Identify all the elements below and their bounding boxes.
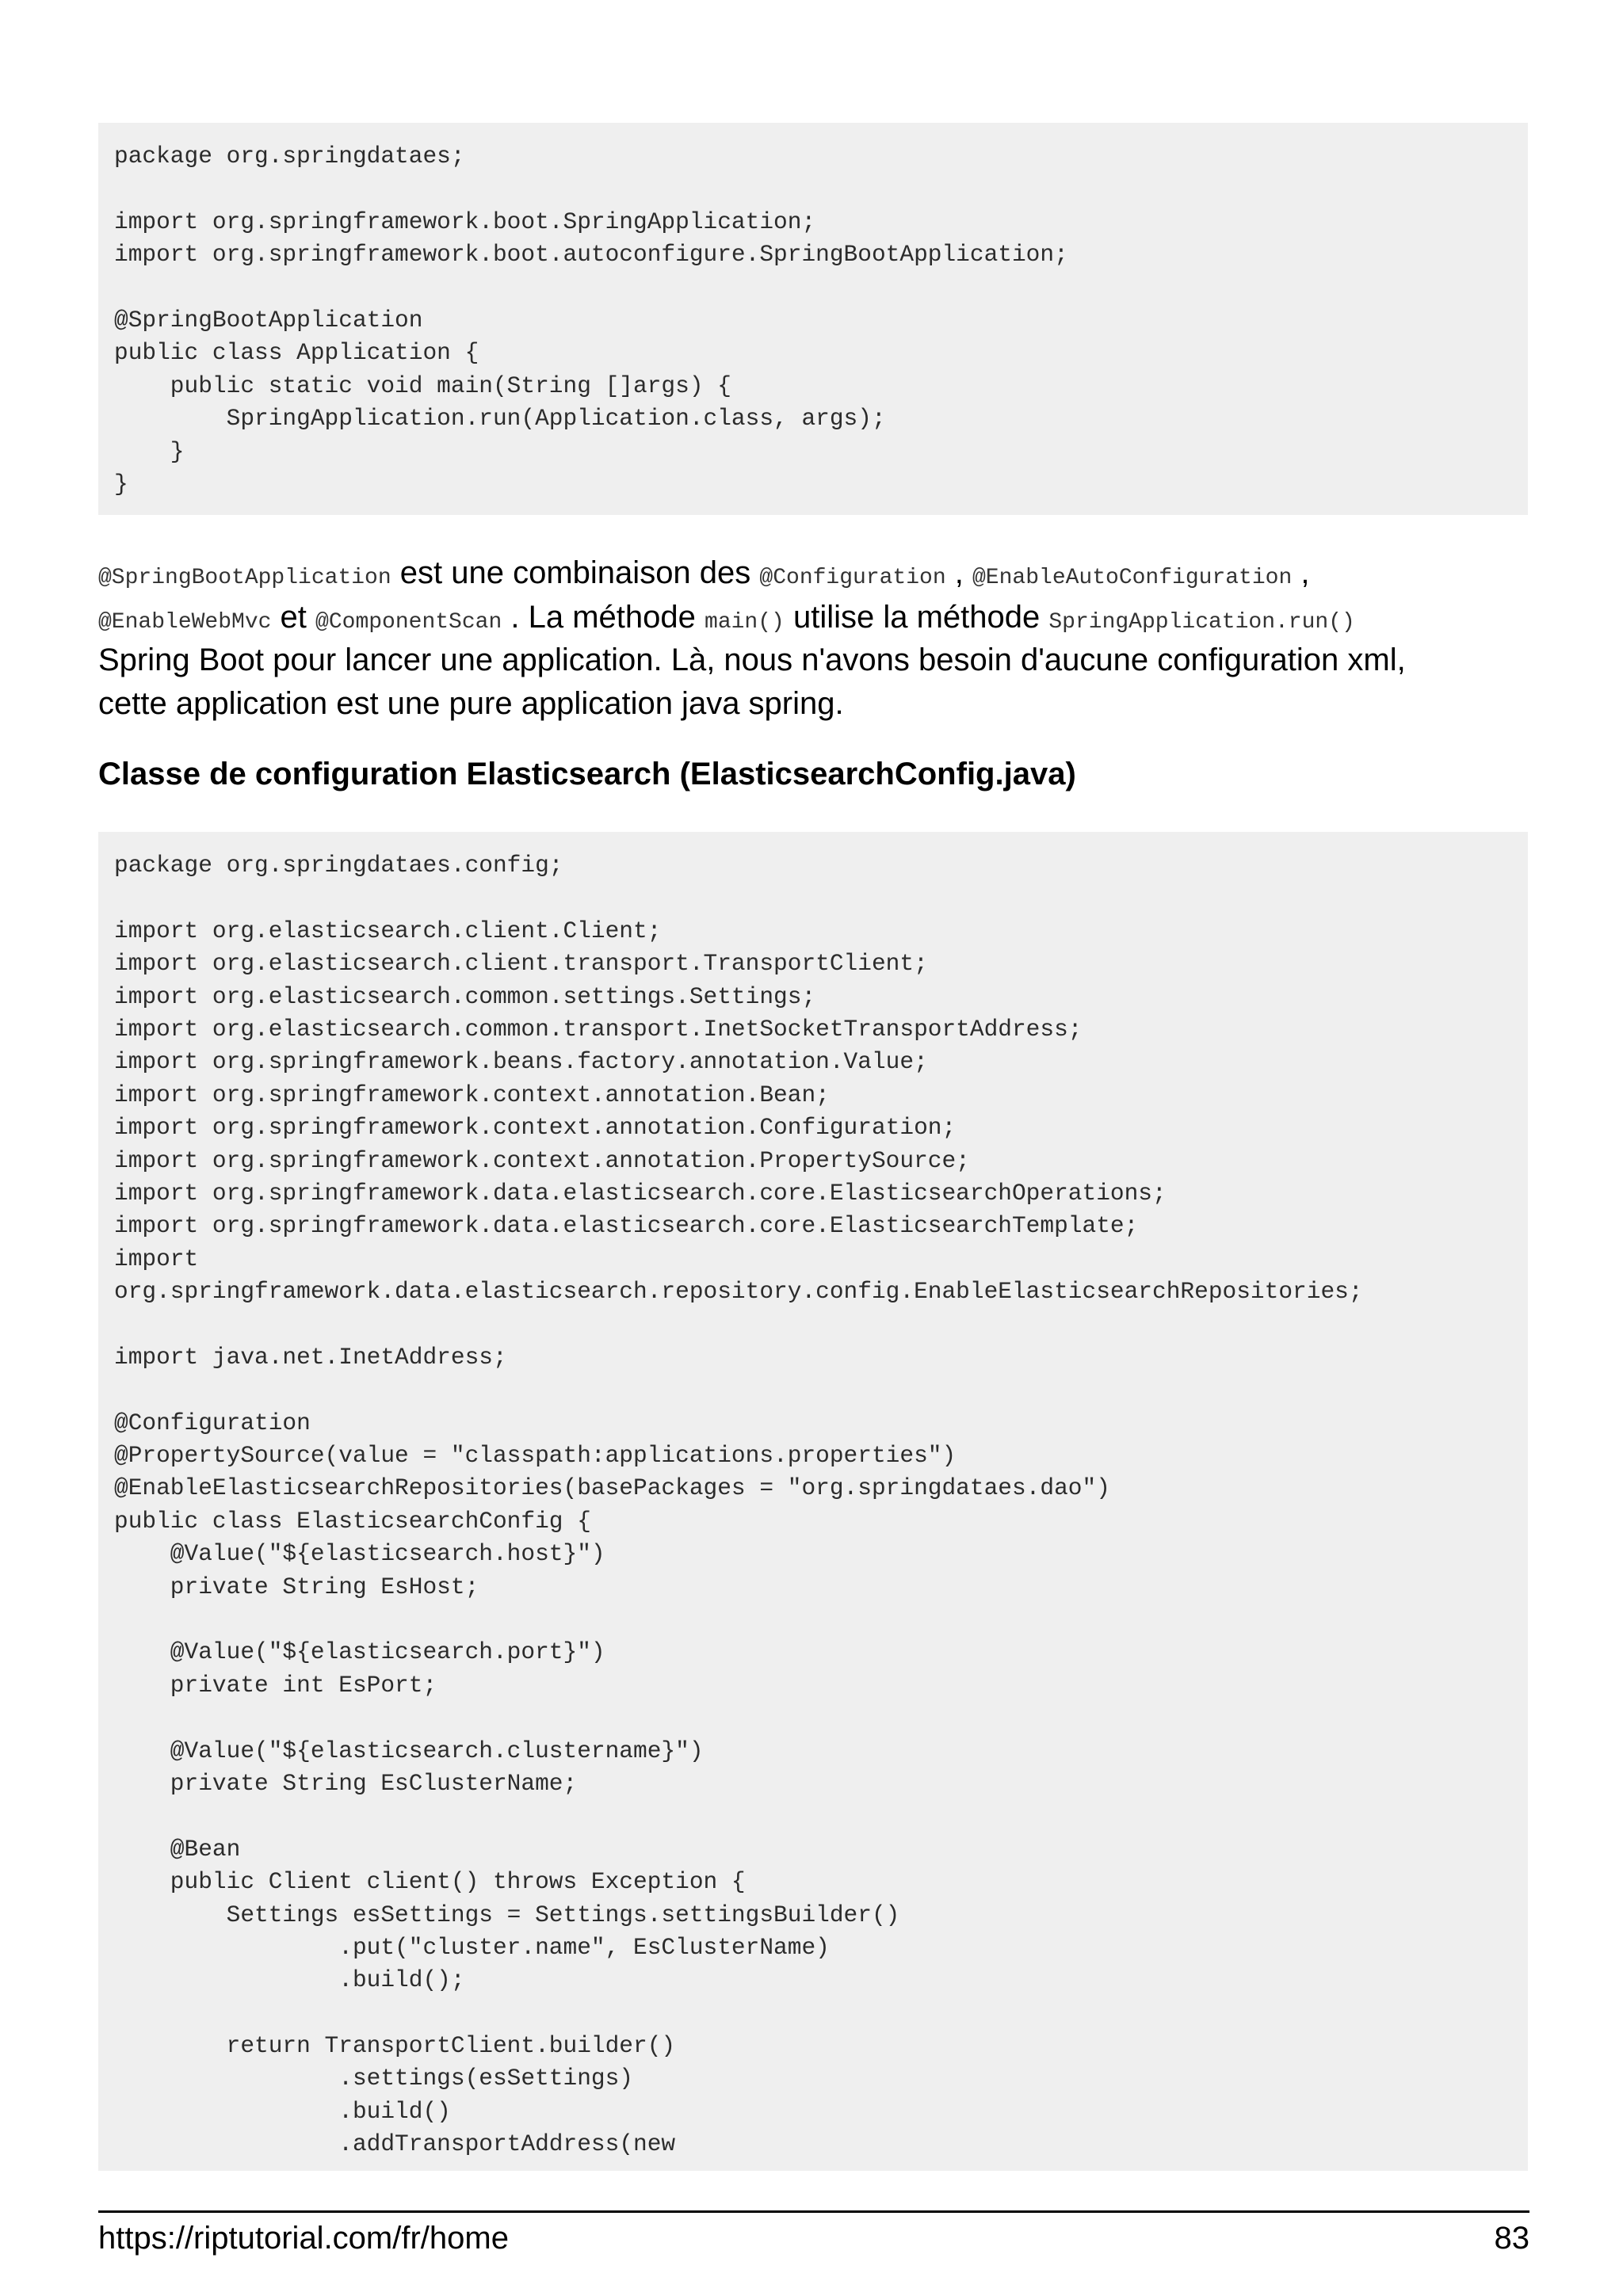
code-line: import xyxy=(114,1245,199,1272)
code-line: .put("cluster.name", EsClusterName) xyxy=(114,1933,830,1961)
inline-code: @Configuration xyxy=(759,566,946,590)
code-line: @PropertySource(value = "classpath:applications.properties") xyxy=(114,1442,957,1470)
code-line: import org.springframework.boot.SpringApplication; xyxy=(114,208,816,235)
code-line: } xyxy=(114,470,128,498)
paragraph-line-4: cette application est une pure application java spring. xyxy=(98,686,844,721)
code-line: import org.elasticsearch.common.settings.Settings; xyxy=(114,982,816,1010)
code-line xyxy=(114,1800,1363,1833)
code-line: @Value("${elasticsearch.host}") xyxy=(114,1540,605,1568)
code-line: .settings(esSettings) xyxy=(114,2065,634,2092)
code-line: import org.springframework.context.annotation.Bean; xyxy=(114,1081,830,1108)
code-line: } xyxy=(114,437,185,465)
code-line: private String EsHost; xyxy=(114,1573,479,1600)
code-line xyxy=(114,173,1068,205)
code-line: @SpringBootApplication xyxy=(114,306,423,334)
code-line: import org.springframework.data.elasticsearch.core.ElasticsearchOperations; xyxy=(114,1179,1167,1207)
code-line: import org.springframework.boot.autoconfigure.SpringBootApplication; xyxy=(114,241,1068,269)
code-line: public class Application { xyxy=(114,339,479,367)
paragraph-line-3: Spring Boot pour lancer une application. Là, nous n'avons besoin d'aucune configuration xml, xyxy=(98,643,1406,677)
code-line: public static void main(String []args) { xyxy=(114,372,731,399)
code-line: @EnableElasticsearchRepositories(basePackages = "org.springdataes.dao") xyxy=(114,1474,1110,1502)
code-line: org.springframework.data.elasticsearch.repository.config.EnableElasticsearchRepositories; xyxy=(114,1278,1363,1306)
code-lines xyxy=(114,849,1363,2161)
code-lines xyxy=(114,140,1068,501)
section-heading: Classe de configuration Elasticsearch (ElasticsearchConfig.java) xyxy=(98,757,1076,791)
code-line: import org.elasticsearch.common.transport.InetSocketTransportAddress; xyxy=(114,1015,1083,1043)
code-line: private String EsClusterName; xyxy=(114,1769,578,1797)
code-line: private int EsPort; xyxy=(114,1671,437,1699)
code-line: .addTransportAddress(new xyxy=(114,2130,676,2158)
paragraph-text: , xyxy=(1292,555,1310,590)
code-line: import org.elasticsearch.client.Client; xyxy=(114,917,662,944)
code-line: package org.springdataes.config; xyxy=(114,852,563,879)
paragraph-line-1 xyxy=(98,551,1310,600)
inline-code: @EnableAutoConfiguration xyxy=(972,566,1293,590)
inline-code: @SpringBootApplication xyxy=(98,566,391,590)
inline-code: @ComponentScan xyxy=(315,610,502,635)
code-line: SpringApplication.run(Application.class, args); xyxy=(114,405,886,433)
code-line: .build(); xyxy=(114,1966,465,1994)
code-line: Settings esSettings = Settings.settingsBuilder() xyxy=(114,1901,900,1928)
code-line xyxy=(114,1702,1363,1734)
paragraph-text: , xyxy=(945,555,972,590)
paragraph-text: . La méthode xyxy=(502,600,705,635)
footer-divider xyxy=(98,2210,1529,2213)
inline-code: @EnableWebMvc xyxy=(98,610,272,635)
code-line xyxy=(114,272,1068,304)
code-line xyxy=(114,1997,1363,2030)
code-block-application xyxy=(98,123,1528,515)
explanation-paragraph xyxy=(98,551,1528,734)
code-line: @Value("${elasticsearch.clustername}") xyxy=(114,1737,704,1764)
code-line xyxy=(114,1604,1363,1636)
code-line: @Value("${elasticsearch.port}") xyxy=(114,1638,605,1666)
code-block-elasticsearch-config xyxy=(98,832,1528,2171)
code-line: @Bean xyxy=(114,1835,241,1863)
code-line: @Configuration xyxy=(114,1409,311,1436)
code-line: .build() xyxy=(114,2097,451,2125)
code-line: public Client client() throws Exception { xyxy=(114,1868,746,1896)
code-line: import org.springframework.data.elasticsearch.core.ElasticsearchTemplate; xyxy=(114,1212,1139,1240)
code-line: import org.springframework.context.annotation.Configuration; xyxy=(114,1114,957,1142)
code-line: return TransportClient.builder() xyxy=(114,2032,676,2060)
code-line xyxy=(114,1374,1363,1406)
code-line: public class ElasticsearchConfig { xyxy=(114,1507,591,1535)
paragraph-text: est une combinaison des xyxy=(391,555,760,590)
code-line xyxy=(114,882,1363,914)
code-line: import java.net.InetAddress; xyxy=(114,1343,507,1371)
paragraph-text: et xyxy=(271,600,316,635)
page-number: 83 xyxy=(1494,2221,1529,2256)
inline-code: main() xyxy=(705,610,785,635)
code-line xyxy=(114,1308,1363,1341)
code-line: import org.springframework.context.annotation.PropertySource; xyxy=(114,1146,970,1174)
code-line: package org.springdataes; xyxy=(114,143,465,170)
paragraph-line-2 xyxy=(98,596,1355,644)
footer-url[interactable]: https://riptutorial.com/fr/home xyxy=(98,2221,509,2256)
code-line: import org.elasticsearch.client.transport.TransportClient; xyxy=(114,950,928,978)
code-line: import org.springframework.beans.factory.annotation.Value; xyxy=(114,1048,928,1076)
paragraph-text: utilise la méthode xyxy=(784,600,1049,635)
inline-code: SpringApplication.run() xyxy=(1048,610,1355,635)
